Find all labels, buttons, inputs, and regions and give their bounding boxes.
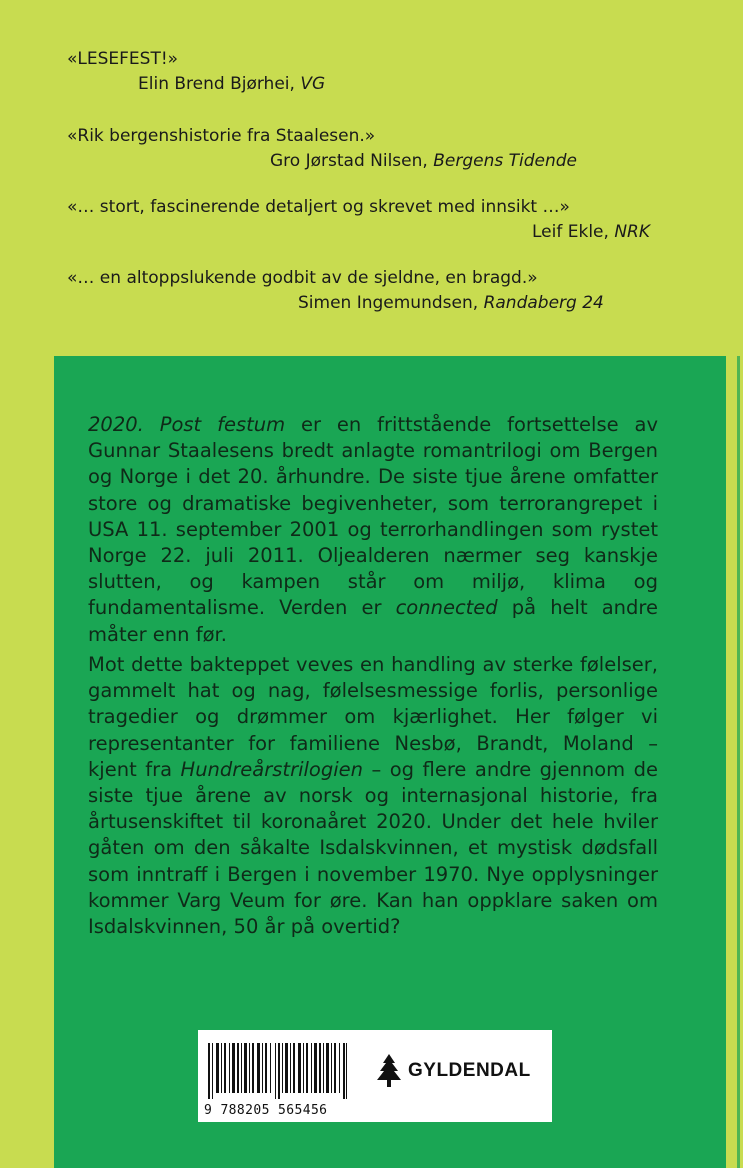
blurb-paragraph-1: 2020. Post festum er en frittstående fortsettelse av Gunnar Staalesens bredt anlagte romantrilogi om Bergen og Norge i det 20. århundre. De siste tjue årene omfatter store og dramatiske begivenheter, som terrorangrepet i USA 11. september 2001 og terrorhandlingen som rystet Norge 22. juli 2011. Oljealderen nærmer seg kanskje slutten, og kampen står om miljø, klima og fundamentalisme. Verden er connected på helt andre måter enn før. <box>88 413 658 646</box>
publisher-name: GYLDENDAL <box>408 1060 531 1081</box>
quote-text: «Rik bergenshistorie fra Staalesen.» <box>67 126 376 146</box>
isbn-number: 9 788205 565456 <box>204 1103 328 1118</box>
spine-edge <box>737 356 740 1168</box>
quote-attribution: Leif Ekle, NRK <box>532 222 651 242</box>
quote-4 <box>67 266 604 313</box>
barcode-box <box>194 1026 556 1126</box>
quote-1 <box>67 47 326 94</box>
quote-2 <box>67 124 577 171</box>
quote-text: «… en altoppslukende godbit av de sjeldne, en bragd.» <box>67 268 538 288</box>
quote-text: «… stort, fascinerende detaljert og skrevet med innsikt …» <box>67 197 570 217</box>
quote-3 <box>67 195 651 242</box>
quote-attribution: Gro Jørstad Nilsen, Bergens Tidende <box>270 151 577 171</box>
blurb-paragraph-2: Mot dette bakteppet veves en handling av sterke følelser, gammelt hat og nag, følelsesmessige forlis, personlige tragedier og drømmer om kjærlighet. Her følger vi representanter for familiene Nesbø, Brandt, Moland – kjent fra Hundreårstrilogien – og flere andre gjennom de siste tjue årene av norsk og internasjonal historie, fra årtusenskiftet til koronaåret 2020. Under det hele hviler gåten om den såkalte Isdalskvinnen, et mystisk dødsfall som inntraff i Bergen i november 1970. Nye opplysninger kommer Varg Veum for øre. Kan han oppklare saken om Isdalskvinnen, 50 år på overtid? <box>88 653 658 939</box>
quote-attribution: Elin Brend Bjørhei, VG <box>138 74 326 94</box>
publisher-logo <box>376 1054 531 1088</box>
fir-tree-icon <box>376 1054 402 1088</box>
quote-text: «LESEFEST!» <box>67 49 179 69</box>
quote-attribution: Simen Ingemundsen, Randaberg 24 <box>298 293 604 313</box>
barcode <box>208 1043 348 1099</box>
